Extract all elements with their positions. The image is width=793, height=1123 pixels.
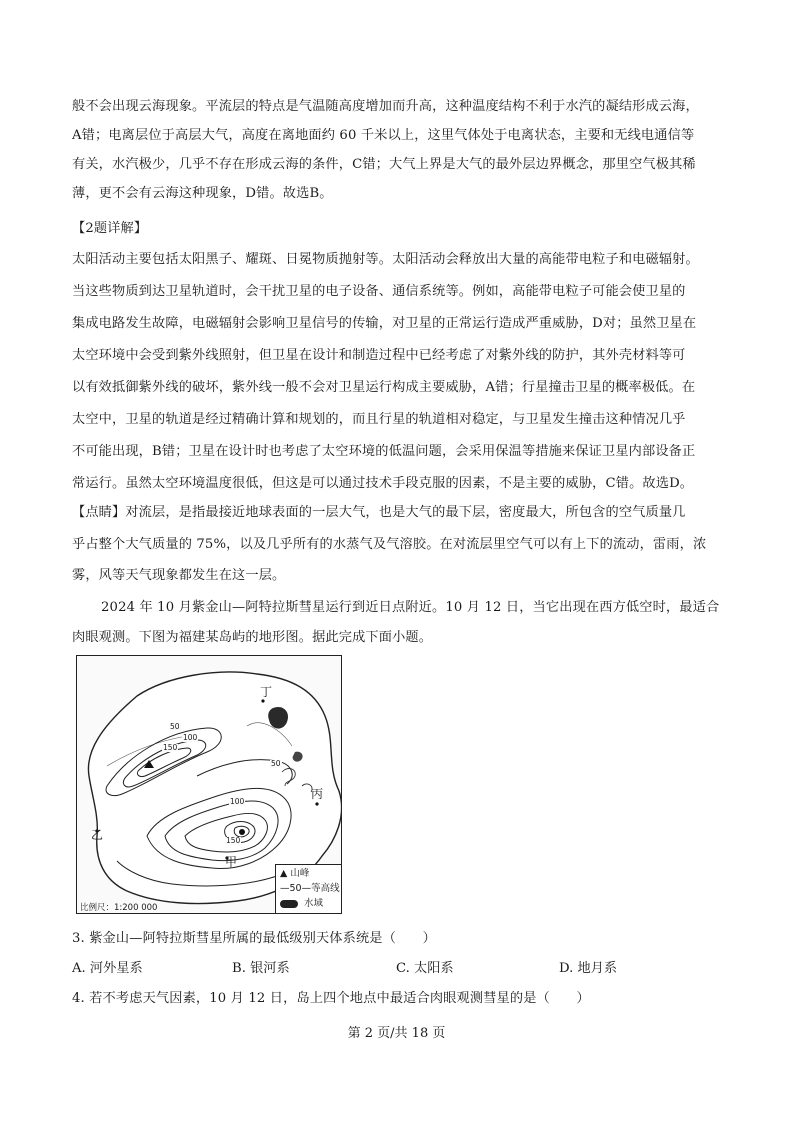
text-line: 有关，水汽极少，几乎不存在形成云海的条件，C错；大气上界是大气的最外层边界概念，那里空气极其稀 <box>72 157 696 172</box>
text-line: 薄，更不会有云海这种现象，D错。故选B。 <box>72 186 333 201</box>
text-line: 太空中，卫星的轨道是经过精确计算和规划的，而且行星的轨道相对稳定，与卫星发生撞击这种情况几乎 <box>72 412 686 427</box>
option-a[interactable]: A. 河外星系 <box>72 961 143 976</box>
water-icon <box>280 900 298 908</box>
text-line: 常运行。虽然太空环境温度很低，但这是可以通过技术手段克服的因素，不是主要的威胁，C错。故选D。 <box>72 476 694 491</box>
legend-peak-label: 山峰 <box>290 868 310 879</box>
contour-label: 150 <box>226 836 241 845</box>
text-line: 当这些物质到达卫星轨道时，会干扰卫星的电子设备、通信系统等。例如，高能带电粒子可能会使卫星的 <box>72 284 686 299</box>
text-line: 2024 年 10 月紫金山—阿特拉斯彗星运行到近日点附近。10 月 12 日，当它出现在西方低空时，最适合 <box>101 600 720 615</box>
location-label-bing: 丙 <box>311 787 324 801</box>
contour-label: 50 <box>271 759 281 768</box>
legend-contour-label: 等高线 <box>311 883 340 894</box>
peak-marker <box>239 829 245 835</box>
text-line: 太阳活动主要包括太阳黑子、耀斑、日冕物质抛射等。太阳活动会释放出大量的高能带电粒子和电磁辐射。 <box>72 252 699 267</box>
option-b[interactable]: B. 银河系 <box>232 961 290 976</box>
option-c[interactable]: C. 太阳系 <box>396 961 454 976</box>
text-line: 般不会出现云海现象。平流层的特点是气温随高度增加而升高，这种温度结构不利于水汽的凝结形成云海， <box>72 99 699 114</box>
text-line: 不可能出现，B错；卫星在设计时也考虑了太空环境的低温问题，会采用保温等措施来保证卫星内部设备正 <box>72 444 696 459</box>
text-line: 以有效抵御紫外线的破坏，紫外线一般不会对卫星运行构成主要威胁，A错；行星撞击卫星的概率极低。在 <box>72 380 696 395</box>
map-legend <box>275 864 342 914</box>
location-label-yi: 乙 <box>91 828 104 842</box>
question-3-stem: 3. 紫金山—阿特拉斯彗星所属的最低级别天体系统是（ ） <box>72 931 436 946</box>
location-label-ding: 丁 <box>260 685 273 699</box>
contour-label: 100 <box>183 733 198 742</box>
contour-label: 100 <box>230 797 245 806</box>
legend-water-label: 水域 <box>304 898 324 909</box>
option-d[interactable]: D. 地月系 <box>559 961 618 976</box>
text-line: 雾，风等天气现象都发生在这一层。 <box>72 568 286 583</box>
map-scale: 比例尺：1:200 000 <box>80 903 158 913</box>
text-line: 太空环境中会受到紫外线照射，但卫星在设计和制造过程中已经考虑了对紫外线的防护，其外壳材料等可 <box>72 348 686 363</box>
location-dot <box>261 699 264 702</box>
contour-label: 50 <box>170 722 180 731</box>
text-line: 集成电路发生故障，电磁辐射会影响卫星信号的传输，对卫星的正常运行造成严重威胁，D对；虽然卫星在 <box>72 316 697 331</box>
text-line: 肉眼观测。下图为福建某岛屿的地形图。据此完成下面小题。 <box>72 630 433 645</box>
question-4-stem: 4. 若不考虑天气因素，10 月 12 日，岛上四个地点中最适合肉眼观测彗星的是（ ） <box>72 991 590 1006</box>
question-3-options <box>72 959 724 979</box>
text-line: A错；电离层位于高层大气，高度在离地面约 60 千米以上，这里气体处于电离状态，主要和无线电通信等 <box>72 128 695 143</box>
island-topographic-map <box>76 655 342 914</box>
text-line: 乎占整个大气质量的 75%，以及几乎所有的水蒸气及气溶胶。在对流层里空气可以有上下的流动，雷雨，浓 <box>72 537 707 552</box>
contour-label: 150 <box>163 743 178 752</box>
location-dot <box>315 802 318 805</box>
location-label-jia: 甲 <box>225 855 238 869</box>
contour-icon: —50— <box>280 883 312 894</box>
text-line: 【点睛】对流层，是指最接近地球表面的一层大气，也是大气的最下层，密度最大，所包含的空气质量几 <box>72 505 686 520</box>
section-heading: 【2题详解】 <box>72 221 148 236</box>
page-footer: 第 2 页/共 18 页 <box>347 1026 446 1041</box>
peak-icon: ▲ <box>280 868 288 879</box>
